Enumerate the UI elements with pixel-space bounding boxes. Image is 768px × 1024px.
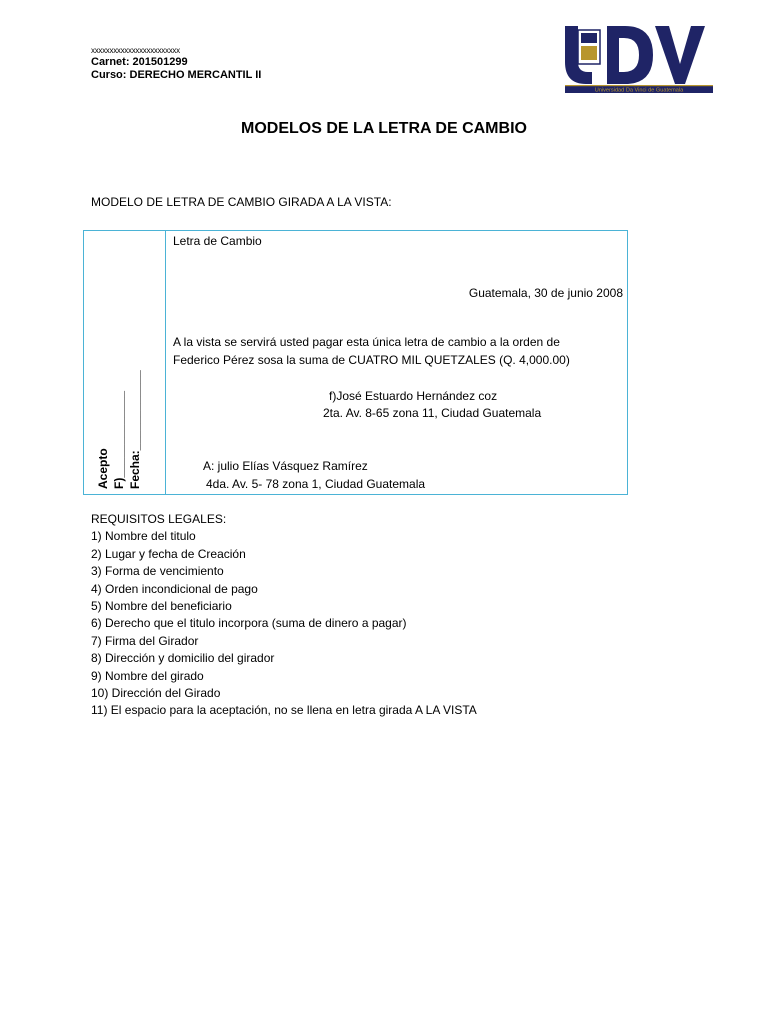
list-item: 11) El espacio para la aceptación, no se llena en letra girada A LA VISTA — [91, 703, 477, 718]
carnet-line: Carnet: 201501299 — [91, 56, 188, 68]
list-item: 1) Nombre del titulo — [91, 529, 196, 544]
section-title: MODELO DE LETRA DE CAMBIO GIRADA A LA VISTA: — [91, 195, 392, 209]
list-item: 2) Lugar y fecha de Creación — [91, 546, 246, 561]
payment-order-line2: Federico Pérez sosa la suma de CUATRO MIL QUETZALES (Q. 4,000.00) — [173, 353, 570, 367]
fecha-line: Fecha:____________ — [128, 370, 142, 489]
list-item: 10) Dirección del Girado — [91, 686, 221, 701]
firma-line: F)_____________ — [112, 390, 126, 489]
list-item: 5) Nombre del beneficiario — [91, 599, 232, 614]
list-item: 8) Dirección y domicilio del girador — [91, 651, 275, 666]
drawee-address: 4da. Av. 5- 78 zona 1, Ciudad Guatemala — [206, 477, 426, 491]
course-line: Curso: DERECHO MERCANTIL II — [91, 69, 262, 81]
list-item: 4) Orden incondicional de pago — [91, 581, 258, 596]
acceptance-divider — [165, 231, 166, 494]
list-item: 9) Nombre del girado — [91, 668, 204, 683]
list-item: 3) Forma de vencimiento — [91, 564, 224, 579]
udv-logo — [563, 24, 715, 94]
letra-de-cambio-box — [83, 230, 628, 495]
legal-requirements — [91, 511, 477, 720]
acceptance-column — [96, 289, 142, 489]
acepto-label: Acepto — [96, 448, 110, 489]
payment-order-line1: A la vista se servirá usted pagar esta única letra de cambio a la orden de — [173, 335, 560, 349]
list-item: 6) Derecho que el titulo incorpora (suma de dinero a pagar) — [91, 616, 407, 631]
drawee-name: A: julio Elías Vásquez Ramírez — [203, 459, 368, 473]
list-item: 7) Firma del Girador — [91, 633, 199, 648]
student-header — [91, 46, 261, 82]
drawer-signature: f)José Estuardo Hernández coz — [329, 389, 498, 403]
requirements-heading: REQUISITOS LEGALES: — [91, 512, 227, 526]
place-date: Guatemala, 30 de junio 2008 — [468, 286, 623, 300]
letra-heading: Letra de Cambio — [173, 234, 262, 248]
page-title: MODELOS DE LA LETRA DE CAMBIO — [241, 120, 527, 137]
logo-tagline: Universidad Da Vinci de Guatemala — [594, 87, 684, 94]
student-name-mask: xxxxxxxxxxxxxxxxxxxxxxxx — [91, 46, 180, 55]
drawer-address: 2ta. Av. 8-65 zona 11, Ciudad Guatemala — [323, 406, 542, 420]
